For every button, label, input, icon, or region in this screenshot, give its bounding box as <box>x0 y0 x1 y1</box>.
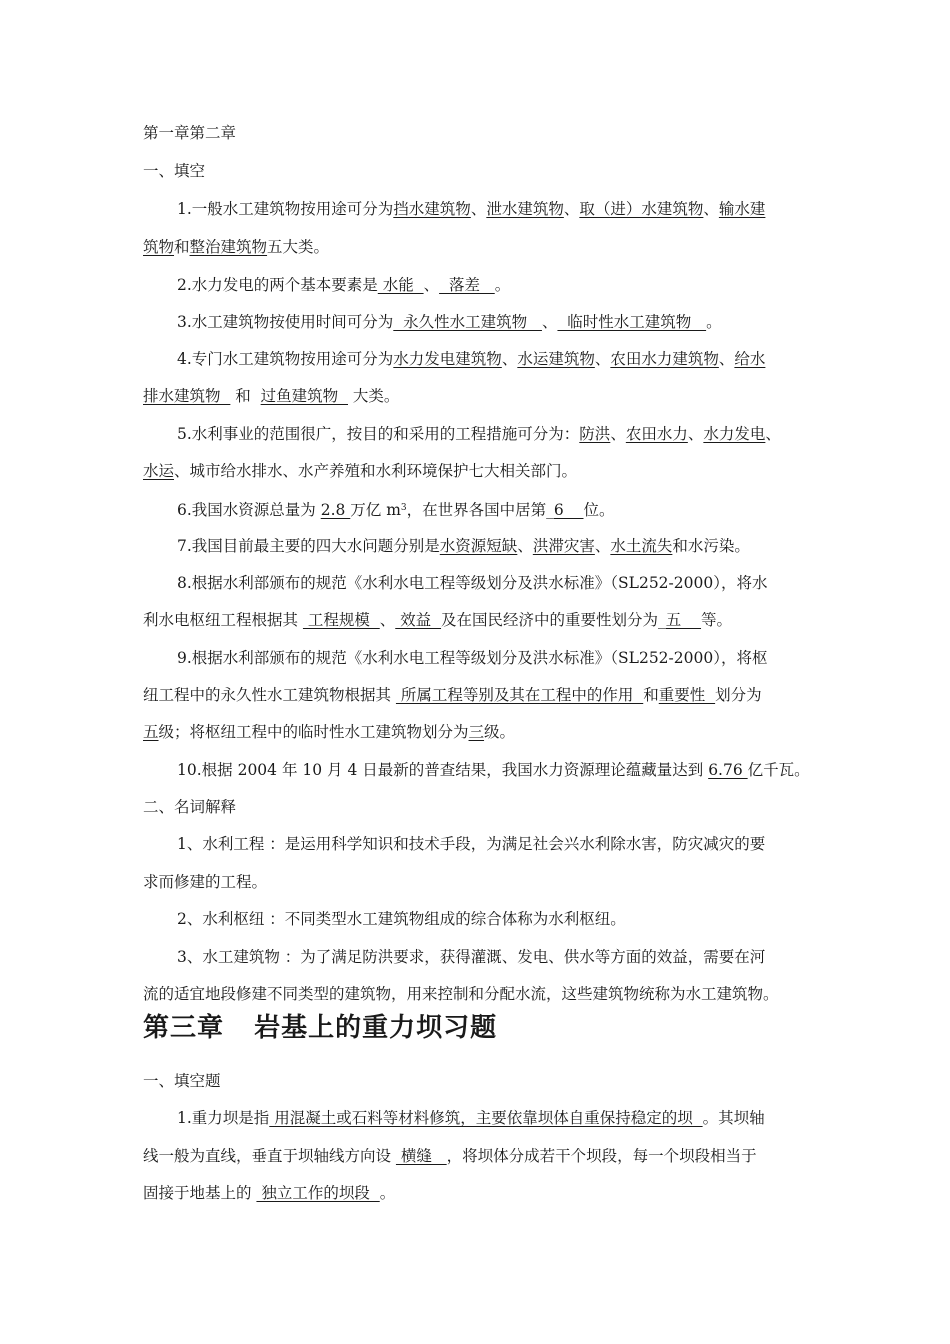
question-text: 利水电枢纽工程根据其 <box>143 611 303 629</box>
separator: 、 <box>594 537 611 555</box>
answer: 效益 <box>395 611 442 629</box>
section-title-fill-blank-2: 一、填空题 <box>143 1072 221 1090</box>
answer: 6.76 <box>708 761 748 779</box>
question-text: 和 <box>174 238 190 256</box>
question-text: 2.水力发电的两个基本要素是 <box>177 276 378 294</box>
question-text: 10.根据 2004 年 10 月 4 日最新的普查结果，我国水力资源理论蕴藏量达到 <box>177 761 709 779</box>
question-text: ，在世界各国中居第_ <box>406 501 554 519</box>
answer: 水资源短缺 <box>439 537 518 555</box>
section-title-definitions: 二、名词解释 <box>143 798 237 816</box>
separator: 、 <box>765 425 781 443</box>
question-text: ，将坝体分成若干个坝段，每一个坝段相当于 <box>446 1147 757 1165</box>
ch3-question-1-line-1 <box>177 1107 765 1129</box>
separator: 、 <box>687 425 704 443</box>
answer: 挡水建筑物 <box>393 200 471 218</box>
definition-3-line-2: 流的适宜地段修建不同类型的建筑物，用来控制和分配水流，这些建筑物统称为水工建筑物。 <box>143 985 779 1003</box>
question-text: 固接于地基上的 <box>143 1184 257 1202</box>
question-text: 。 <box>379 1184 396 1202</box>
question-2 <box>177 274 510 296</box>
answer: 整治建筑物 <box>189 238 268 256</box>
question-text: 。 <box>706 313 722 331</box>
answer: 重要性 <box>658 686 716 704</box>
question-text: 7.我国目前最主要的四大水问题分别是 <box>177 537 440 555</box>
question-1-line-2 <box>143 236 329 258</box>
question-text: 纽工程中的永久性水工建筑物根据其 <box>143 686 396 704</box>
separator: 、 <box>501 350 518 368</box>
question-10 <box>177 759 810 781</box>
answer: 五 <box>665 611 702 629</box>
question-text: 五大类。 <box>267 238 330 256</box>
separator: 、 <box>703 200 719 218</box>
answer: 泄水建筑物 <box>486 200 564 218</box>
question-text: 1.重力坝是指 <box>177 1109 270 1127</box>
definition-3-line-1: 3、水工建筑物 ：为了满足防洪要求，获得灌溉、发电、供水等方面的效益，需要在河 <box>177 948 766 966</box>
question-text: 。 <box>494 276 511 294</box>
answer: 2.8 <box>320 501 351 519</box>
question-text: 6.我国水资源总量为 <box>177 501 321 519</box>
answer: 过鱼建筑物 <box>260 387 348 405</box>
question-text: 和 <box>230 387 261 405</box>
question-1-line-1 <box>177 198 765 220</box>
answer: 三 <box>468 723 485 741</box>
question-text: 万亿 m <box>350 501 401 519</box>
answer: 水力发电建筑物 <box>393 350 502 368</box>
separator: 、 <box>541 313 558 331</box>
separator: 、 <box>563 200 580 218</box>
question-text: 亿千瓦。 <box>747 761 810 779</box>
question-text: 等。 <box>701 611 733 629</box>
question-4-line-1 <box>177 348 765 370</box>
question-text: 位。 <box>583 501 615 519</box>
answer: 用混凝土或石料等材料修筑，主要依靠坝体自重保持稳定的坝 <box>269 1109 703 1127</box>
answer: 所属工程等别及其在工程中的作用 <box>395 686 644 704</box>
answer: 取（进）水建筑物 <box>579 200 704 218</box>
separator: 、 <box>470 200 487 218</box>
answer: 水力发电 <box>703 425 766 443</box>
answer: 筑物 <box>143 238 175 256</box>
chapter-header: 第一章第二章 <box>143 124 237 142</box>
definition-2: 2、水利枢纽 ：不同类型水工建筑物组成的综合体称为水利枢纽。 <box>177 910 626 928</box>
question-9-line-3 <box>143 721 515 743</box>
question-text: 和 <box>643 686 659 704</box>
definition-1-line-2: 求而修建的工程。 <box>143 873 268 891</box>
answer: 五 <box>143 723 159 741</box>
separator: 、 <box>610 425 626 443</box>
question-text: 。其坝轴 <box>702 1109 765 1127</box>
answer: 6 <box>553 501 584 519</box>
question-8-line-2 <box>143 609 732 631</box>
separator: 、 <box>517 537 533 555</box>
question-text: 和水污染。 <box>672 537 750 555</box>
separator: 、 <box>379 611 396 629</box>
answer: 农田水力建筑物 <box>610 350 719 368</box>
question-9-line-1: 9.根据水利部颁布的规范《水利水电工程等级划分及洪水标准》（SL252-2000），将枢 <box>177 649 768 667</box>
answer: 防洪 <box>579 425 611 443</box>
question-7 <box>177 535 750 557</box>
answer: 永久性水工建筑物 <box>393 313 542 331</box>
answer: 农田水力 <box>625 425 688 443</box>
answer: 临时性水工建筑物 <box>557 313 707 331</box>
question-9-line-2 <box>143 684 762 706</box>
answer: 输水建 <box>718 200 766 218</box>
question-text: 划分为 <box>715 686 762 704</box>
section-title-fill-blank: 一、填空 <box>143 162 206 180</box>
answer: 独立工作的坝段 <box>256 1184 380 1202</box>
question-8-line-1: 8.根据水利部颁布的规范《水利水电工程等级划分及洪水标准》（SL252-2000），将水 <box>177 574 768 592</box>
answer: 落差 <box>439 276 495 294</box>
question-text: 级。 <box>484 723 516 741</box>
question-text: 1.一般水工建筑物按用途可分为 <box>177 200 394 218</box>
answer: 水能 <box>377 276 424 294</box>
answer: 水运建筑物 <box>517 350 595 368</box>
question-text: 线一般为直线，垂直于坝轴线方向设 <box>143 1147 396 1165</box>
superscript: 3 <box>400 503 407 513</box>
definition-1-line-1: 1、水利工程 ：是运用科学知识和技术手段，为满足社会兴水利除水害，防灾减灾的要 <box>177 835 766 853</box>
question-text: 及在国民经济中的重要性划分为_ <box>441 611 666 629</box>
question-text: 5.水利事业的范围很广，按目的和采用的工程措施可分为： <box>177 425 580 443</box>
question-text: 3.水工建筑物按使用时间可分为 <box>177 313 394 331</box>
chapter-3-title: 第三章 岩基上的重力坝习题 <box>143 1013 498 1043</box>
answer: 排水建筑物 <box>143 387 231 405</box>
question-5-line-2 <box>143 460 577 482</box>
answer: 给水 <box>734 350 766 368</box>
question-text: 级；将枢纽工程中的临时性水工建筑物划分为 <box>158 723 469 741</box>
question-5-line-1 <box>177 423 781 445</box>
question-text: 4.专门水工建筑物按用途可分为 <box>177 350 394 368</box>
separator: 、 <box>718 350 735 368</box>
answer: 水土流失 <box>610 537 673 555</box>
ch3-question-1-line-3 <box>143 1182 395 1204</box>
answer: 洪滞灾害 <box>532 537 595 555</box>
question-6 <box>177 497 615 521</box>
question-text: 、城市给水排水、水产养殖和水利环境保护七大相关部门。 <box>174 462 578 480</box>
question-4-line-2 <box>143 385 399 407</box>
ch3-question-1-line-2 <box>143 1145 757 1167</box>
answer: 横缝 <box>395 1147 447 1165</box>
separator: 、 <box>423 276 440 294</box>
question-3 <box>177 311 722 333</box>
separator: 、 <box>594 350 611 368</box>
question-text: 大类。 <box>348 387 400 405</box>
answer: 工程规模 <box>302 611 380 629</box>
answer: 水运 <box>143 462 175 480</box>
